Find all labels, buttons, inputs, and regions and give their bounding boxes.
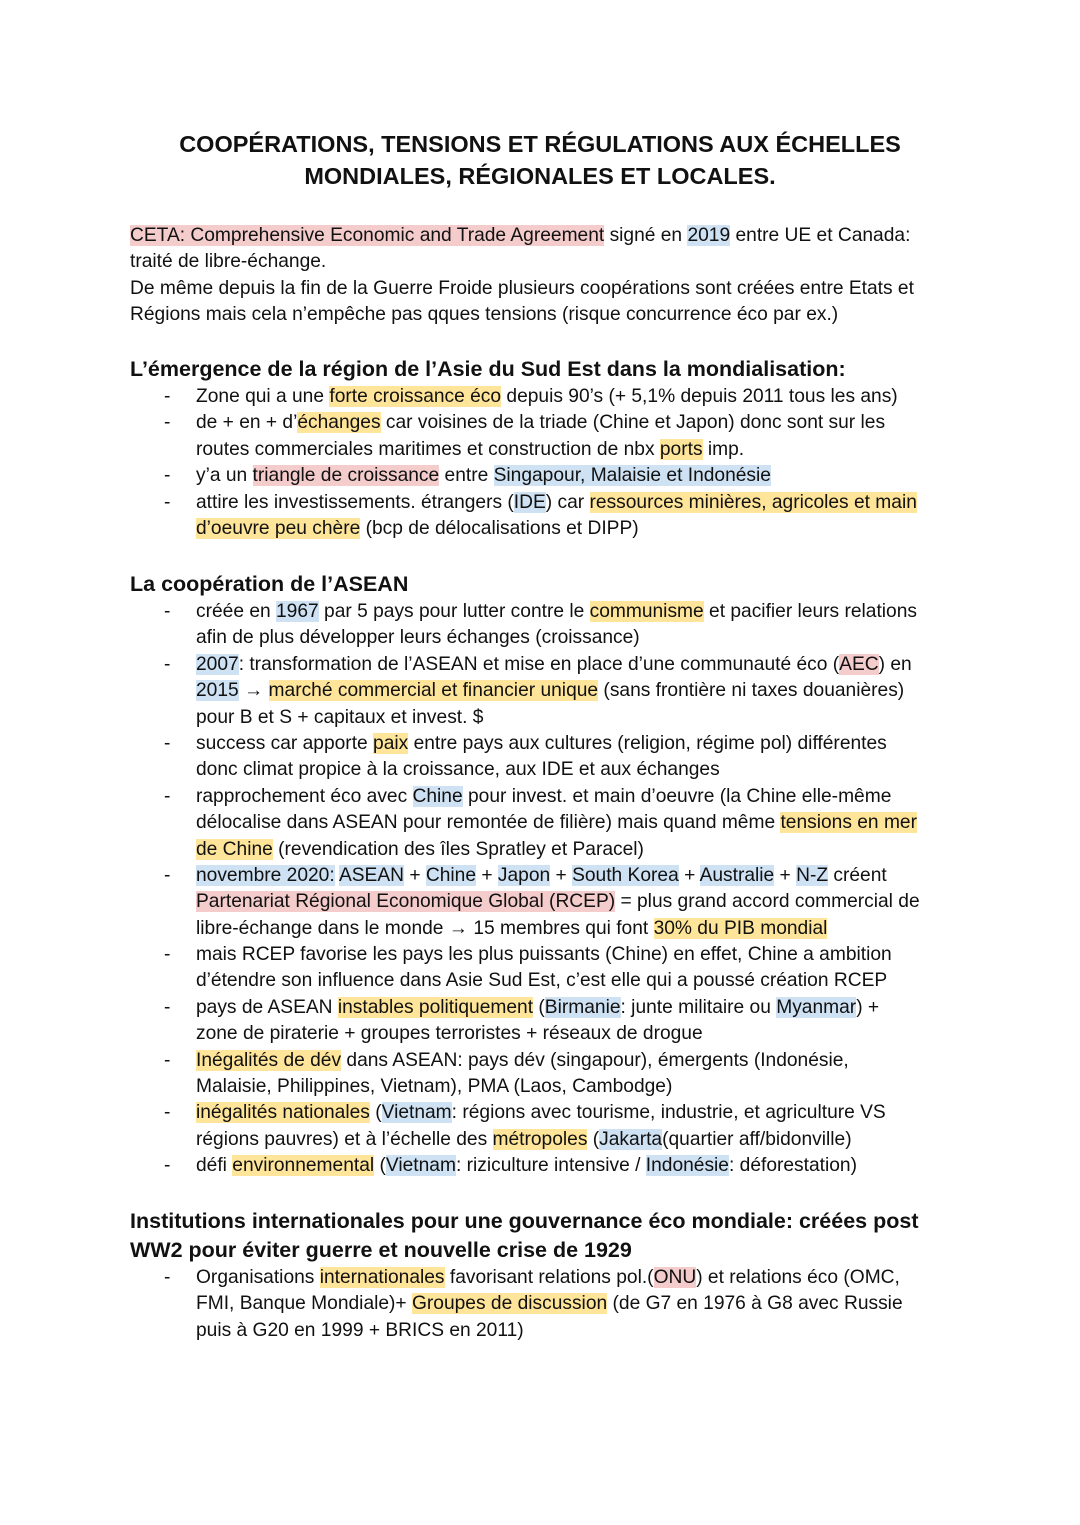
text: signé en <box>604 225 688 246</box>
highlight: marché commercial et financier unique <box>268 680 599 702</box>
highlight: Birmanie <box>544 996 621 1018</box>
highlight: ports <box>659 438 703 460</box>
section-institutions <box>130 1207 960 1344</box>
list-item: - défi environnemental (Vietnam: riziculture intensive / Indonésie: déforestation) <box>164 1155 857 1177</box>
highlight: internationales <box>319 1267 445 1288</box>
list-item: - attire les investissements. étrangers (IDE) car ressources minières, agricoles et main d’oeuvre peu chère (bcp de délocalisations et DIPP) <box>164 491 917 539</box>
list-item: - success car apporte paix entre pays aux cultures (religion, régime pol) différentes donc climat propice à la croissance, aux IDE et aux échanges <box>164 732 887 781</box>
highlight: AEC <box>839 653 879 675</box>
highlight: métropoles <box>492 1128 588 1150</box>
highlight: Groupes de discussion <box>411 1293 608 1315</box>
highlight: échanges <box>297 412 381 434</box>
highlight: Vietnam <box>381 1102 452 1124</box>
section-heading-line-1: Institutions internationales pour une gouvernance éco mondiale: créées post <box>130 1209 919 1233</box>
list-item: - y’a un triangle de croissance entre Singapour, Malaisie et Indonésie <box>164 465 771 487</box>
list-item: - mais RCEP favorise les pays les plus puissants (Chine) en effet, Chine a ambition d’étendre son influence dans Asie Sud Est, c’est elle qui a poussé création RCEP <box>164 944 892 992</box>
highlight: triangle de croissance <box>252 465 440 487</box>
highlight: forte croissance éco <box>329 386 502 407</box>
text: entre UE et Canada: <box>730 225 911 246</box>
list-item: - pays de ASEAN instables politiquement (Birmanie: junte militaire ou Myanmar) + zone de piraterie + groupes terroristes + réseaux de drogue <box>164 996 880 1045</box>
highlight: Australie <box>699 864 775 886</box>
year-highlight: 2019 <box>687 225 731 246</box>
highlight: d’oeuvre peu chère <box>196 517 361 539</box>
highlight: instables politiquement <box>337 996 534 1018</box>
highlight: Partenariat Régional Economique Global (RCEP) <box>196 891 616 913</box>
ceta-highlight: CETA: Comprehensive Economic and Trade Agreement <box>130 225 605 246</box>
highlight: communisme <box>589 601 704 622</box>
highlight: ressources minières, agricoles et main <box>589 491 917 513</box>
highlight: inégalités nationales <box>196 1102 370 1124</box>
title-line-1: COOPÉRATIONS, TENSIONS ET RÉGULATIONS AUX ÉCHELLES <box>179 131 901 157</box>
highlight: ONU <box>653 1267 697 1288</box>
highlight: Chine <box>425 864 477 886</box>
list-item: - inégalités nationales (Vietnam: régions avec tourisme, industrie, et agriculture VS régions pauvres) et à l’échelle des métropoles (Jakarta(quartier aff/bidonville) <box>164 1102 886 1150</box>
highlight: N-Z <box>796 864 829 886</box>
highlight: ASEAN <box>338 864 405 886</box>
highlight: Vietnam <box>385 1155 456 1177</box>
highlight: environnemental <box>232 1155 375 1177</box>
highlight: Chine <box>412 785 463 807</box>
list-item: - novembre 2020: ASEAN + Chine + Japon + South Korea + Australie + N-Z créent Partenariat Régional Economique Global (RCEP) = plus grand accord commercial de libre-échange dans le monde → 15 membres qui font 30% du PIB mondial <box>164 864 920 939</box>
highlight: de Chine <box>196 838 273 860</box>
intro-line-2: traité de libre-échange. <box>130 251 327 273</box>
document-title <box>130 128 950 192</box>
list-item: - Organisations internationales favorisant relations pol.(ONU) et relations éco (OMC, FMI, Banque Mondiale)+ Groupes de discussion (de G7 en 1976 à G8 avec Russie puis à G20 en 1999 + BRICS en 2011) <box>164 1267 903 1341</box>
highlight: Japon <box>497 864 551 886</box>
list-item: - créée en 1967 par 5 pays pour lutter contre le communisme et pacifier leurs relations afin de plus développer leurs échanges (croissance) <box>164 601 917 649</box>
intro-line-3: De même depuis la fin de la Guerre Froide plusieurs coopérations sont créées entre Etats et <box>130 277 914 299</box>
highlight: 2007 <box>196 653 239 675</box>
intro-paragraph <box>130 223 960 329</box>
list-item: - de + en + d’échanges car voisines de la triade (Chine et Japon) donc sont sur les routes commerciales maritimes et construction de nbx ports imp. <box>164 412 886 460</box>
section-heading: La coopération de l’ASEAN <box>130 572 409 596</box>
section-heading: L’émergence de la région de l’Asie du Sud Est dans la mondialisation: <box>130 357 846 381</box>
highlight: Inégalités de dév <box>196 1049 342 1071</box>
highlight: tensions en mer <box>780 812 917 834</box>
list-item: - Inégalités de dév dans ASEAN: pays dév (singapour), émergents (Indonésie, Malaisie, Philippines, Vietnam), PMA (Laos, Cambodge) <box>164 1049 849 1098</box>
section-asean <box>130 570 960 1180</box>
highlight: IDE <box>513 491 546 513</box>
list-item: - 2007: transformation de l’ASEAN et mise en place d’une communauté éco (AEC) en 2015 → marché commercial et financier unique (sans frontière ni taxes douanières) pour B et S + capitaux et invest. $ <box>164 653 912 728</box>
highlight: 30% du PIB mondial <box>653 917 828 939</box>
section-heading-line-2: WW2 pour éviter guerre et nouvelle crise de 1929 <box>130 1238 632 1262</box>
highlight: 2015 <box>196 680 239 702</box>
section-asie-sud-est <box>130 355 960 542</box>
highlight: novembre 2020: <box>196 864 335 886</box>
highlight: South Korea <box>572 864 679 886</box>
highlight: 1967 <box>276 601 319 622</box>
list-item: - Zone qui a une forte croissance éco depuis 90’s (+ 5,1% depuis 2011 tous les ans) <box>164 386 898 407</box>
highlight: Singapour, Malaisie et Indonésie <box>493 465 771 487</box>
highlight: Indonésie <box>645 1155 729 1177</box>
highlight: Myanmar <box>776 996 857 1018</box>
title-line-2: MONDIALES, RÉGIONALES ET LOCALES. <box>304 163 776 189</box>
highlight: paix <box>373 732 409 754</box>
list-item: - rapprochement éco avec Chine pour invest. et main d’oeuvre (la Chine elle-même délocalise dans ASEAN pour remontée de filière) mais quand même tensions en mer de Chine (revendication des îles Spratley et Paracel) <box>164 785 917 860</box>
intro-line-4: Régions mais cela n’empêche pas qques tensions (risque concurrence éco par ex.) <box>130 304 839 326</box>
highlight: Jakarta <box>599 1128 663 1150</box>
